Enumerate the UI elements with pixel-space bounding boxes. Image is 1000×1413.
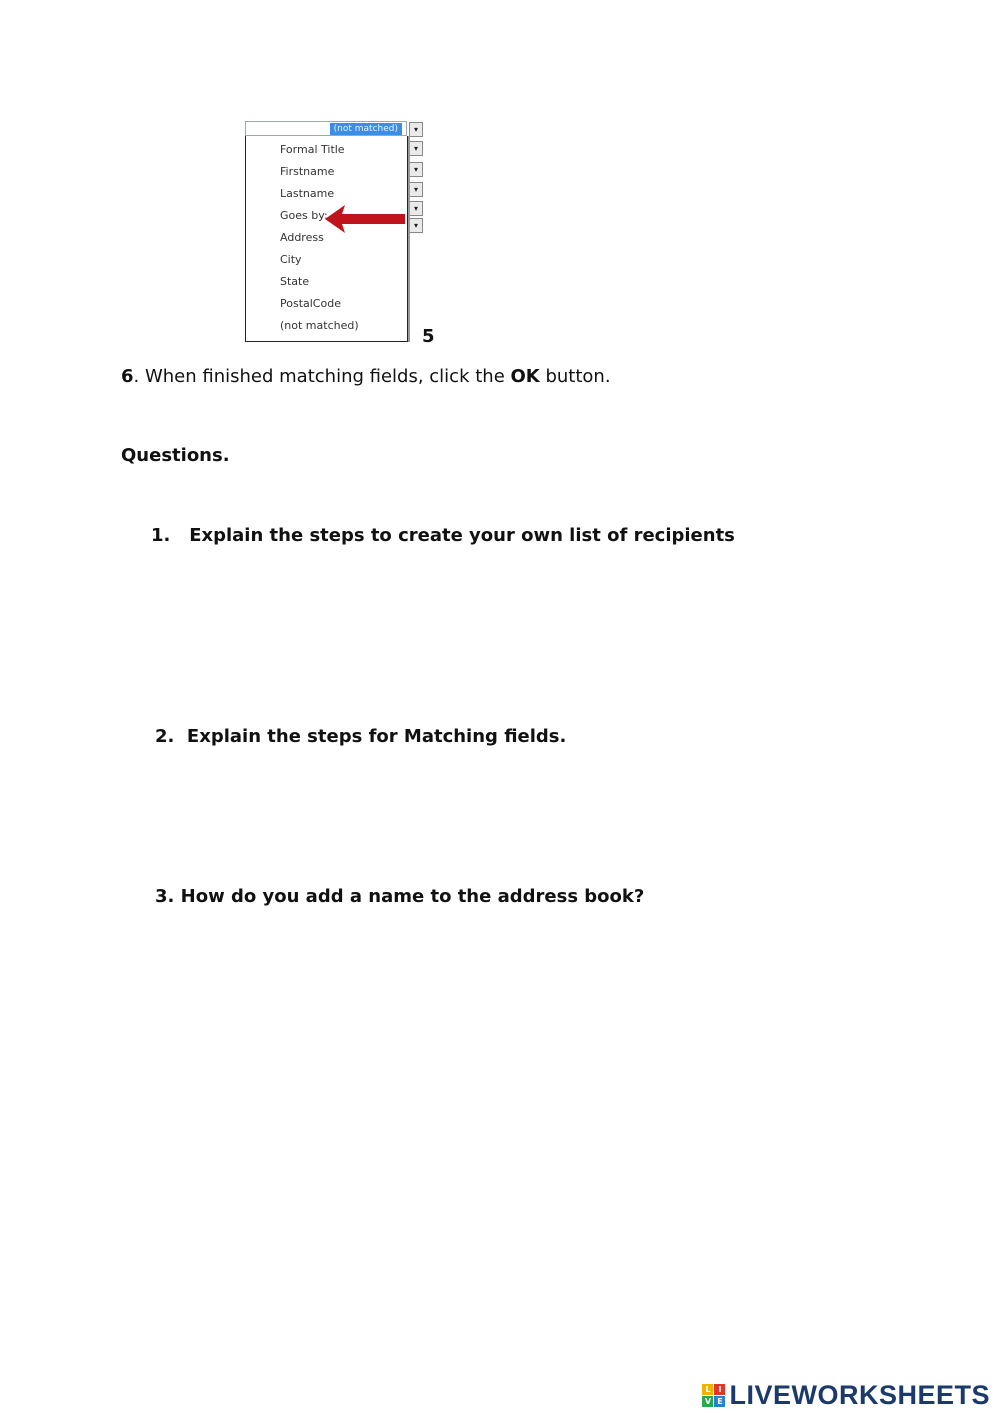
step-text-end: button. [539, 366, 611, 387]
dropdown-item: State [280, 275, 310, 288]
dropdown-arrow-icon: ▾ [409, 122, 423, 137]
dropdown-item: (not matched) [280, 319, 359, 332]
brand-name: LIVEWORKSHEETS [729, 1379, 990, 1410]
questions-heading: Questions. [121, 445, 230, 466]
dropdown-item: Goes by: [280, 209, 328, 222]
question-2 [155, 726, 566, 748]
liveworksheets-logo [702, 1380, 990, 1410]
dropdown-item: Lastname [280, 187, 335, 200]
logo-icon [702, 1384, 725, 1407]
dropdown-arrow-icon: ▾ [409, 201, 423, 216]
dropdown-item: PostalCode [280, 297, 341, 310]
question-text: Explain the steps for Matching fields. [186, 726, 567, 747]
dropdown-list [245, 136, 408, 342]
question-number: 3. [155, 886, 175, 907]
question-3 [155, 886, 644, 908]
question-number: 2. [155, 726, 175, 747]
red-arrow-icon [325, 203, 407, 235]
logo-letter: V [702, 1396, 713, 1407]
ok-label: OK [510, 366, 540, 387]
logo-letter: I [714, 1384, 725, 1395]
dropdown-arrow-icon: ▾ [409, 182, 423, 197]
step-text: . When finished matching fields, click the [133, 366, 511, 387]
figure-label: 5 [422, 326, 435, 347]
dropdown-item: Address [280, 231, 324, 244]
question-text: Explain the steps to create your own list of recipients [189, 525, 735, 546]
dropdown-arrow-icon: ▾ [409, 218, 423, 233]
dropdown-arrow-icon: ▾ [409, 141, 423, 156]
question-number: 1. [151, 525, 171, 546]
step-6-text [121, 366, 611, 388]
question-text: How do you add a name to the address book? [180, 886, 645, 907]
dropdown-item: Formal Title [280, 143, 345, 156]
dropdown-item: Firstname [280, 165, 335, 178]
dropdown-selected-value: (not matched) [330, 123, 402, 135]
dropdown-header [245, 121, 407, 136]
dropdown-scrollbar [408, 136, 410, 342]
logo-letter: L [702, 1384, 713, 1395]
dropdown-item: City [280, 253, 302, 266]
dropdown-arrow-icon: ▾ [409, 162, 423, 177]
logo-letter: E [714, 1396, 725, 1407]
question-1 [151, 525, 735, 547]
step-number: 6 [121, 366, 134, 387]
field-dropdown-screenshot [245, 121, 427, 343]
